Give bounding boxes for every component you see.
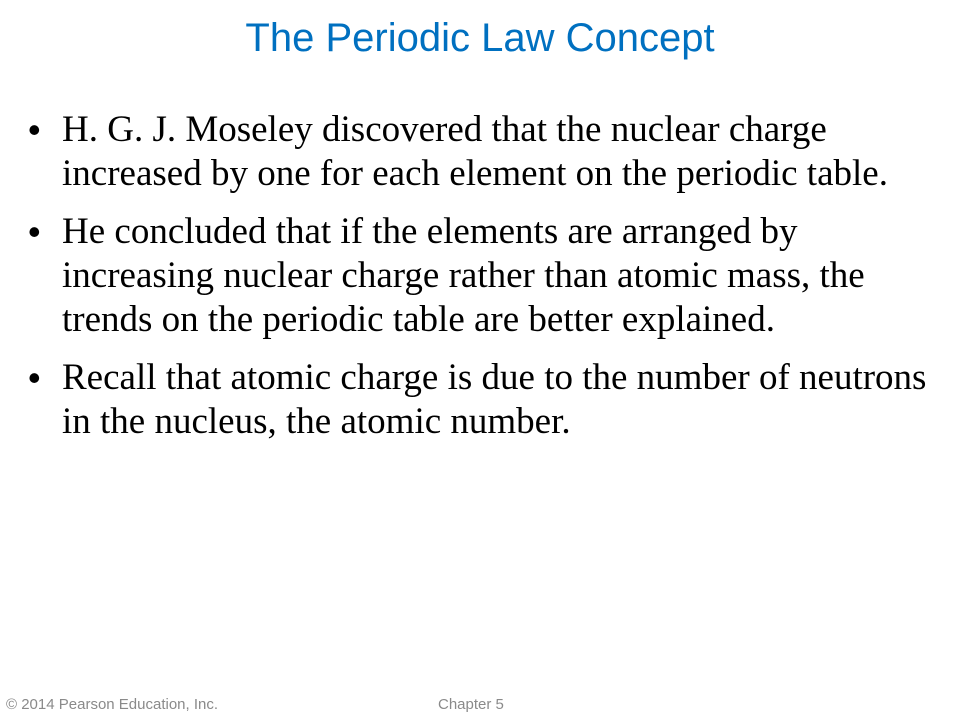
bullet-text: Recall that atomic charge is due to the number of neutrons in the nucleus, the atomic number. (62, 357, 927, 442)
bullet-icon: • (28, 109, 41, 150)
slide-title: The Periodic Law Concept (245, 16, 715, 60)
bullet-text: H. G. J. Moseley discovered that the nuclear charge increased by one for each element on the periodic table. (62, 109, 888, 194)
bullet-item (28, 210, 928, 342)
bullet-text: He concluded that if the elements are arranged by increasing nuclear charge rather than atomic mass, the trends on the periodic table are better explained. (62, 211, 865, 340)
bullet-item (28, 108, 928, 196)
chapter-footer: Chapter 5 (438, 696, 504, 713)
bullet-icon: • (28, 211, 41, 252)
bullet-icon: • (28, 357, 41, 398)
bullet-list (28, 108, 928, 458)
bullet-item (28, 356, 928, 444)
copyright-footer: © 2014 Pearson Education, Inc. (6, 696, 219, 713)
